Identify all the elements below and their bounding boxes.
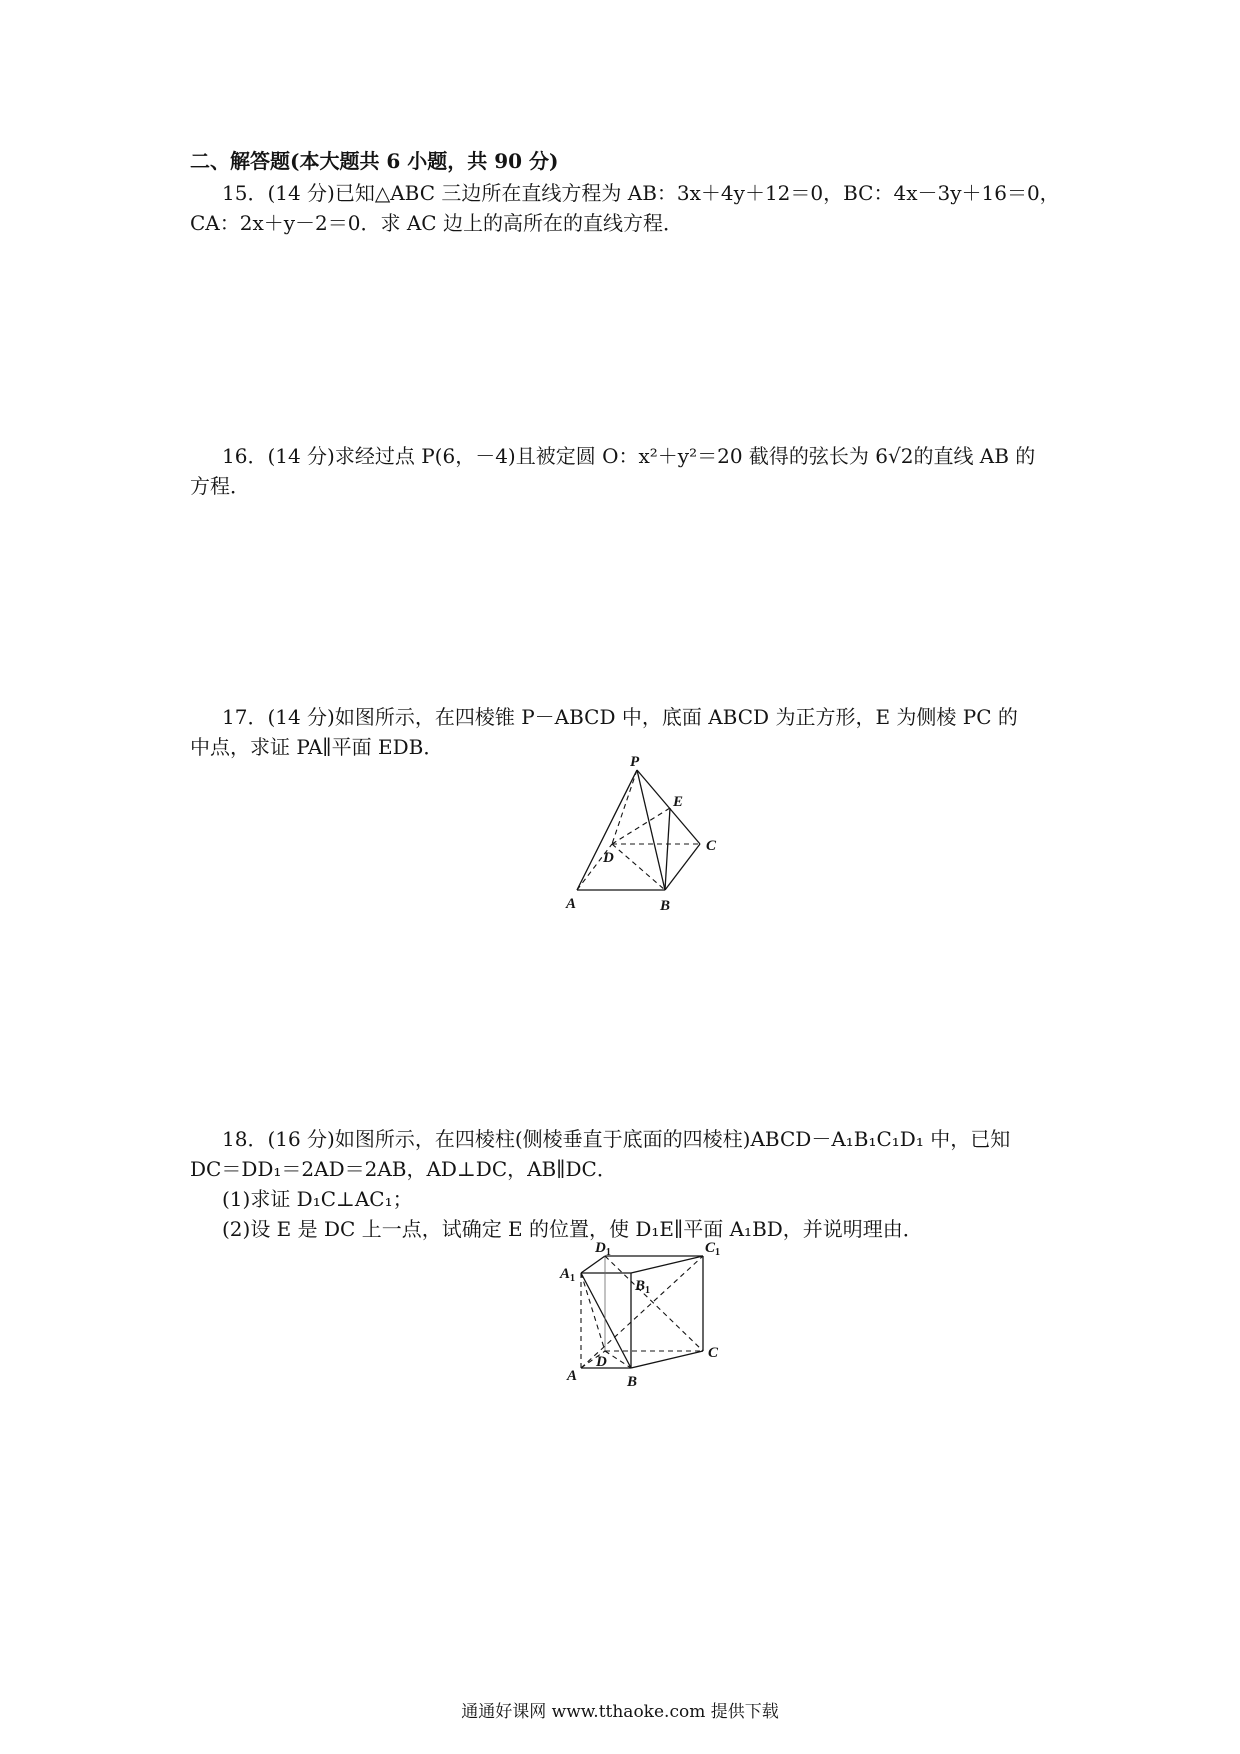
problem-18-line-2: DC＝DD₁＝2AD＝2AB，AD⊥DC，AB∥DC． bbox=[190, 1157, 617, 1181]
label-B: B bbox=[627, 1374, 638, 1390]
prism-figure bbox=[555, 1240, 745, 1404]
edge-PB bbox=[637, 770, 665, 890]
prism-diagram bbox=[555, 1240, 745, 1400]
label-A: A bbox=[566, 896, 577, 912]
label-C: C bbox=[706, 838, 717, 854]
label-D: D bbox=[603, 850, 614, 866]
label-E: E bbox=[673, 794, 684, 810]
problem-17-line-1: 17．(14 分)如图所示，在四棱锥 P－ABCD 中，底面 ABCD 为正方形，E 为侧棱 PC 的 bbox=[222, 705, 1018, 729]
problem-15-line-2: CA：2x＋y－2＝0．求 AC 边上的高所在的直线方程． bbox=[190, 211, 683, 235]
segment-DE-hidden bbox=[612, 808, 670, 844]
problem-16-line-1: 16．(14 分)求经过点 P(6，－4)且被定圆 O：x²＋y²＝20 截得的弦长为 6√2的直线 AB 的 bbox=[222, 444, 1036, 468]
problem-18-part-1: (1)求证 D₁C⊥AC₁； bbox=[222, 1187, 413, 1211]
problem-15-line-1: 15．(14 分)已知△ABC 三边所在直线方程为 AB：3x＋4y＋12＝0，BC：4x－3y＋16＝0， bbox=[222, 181, 1060, 205]
label-B1: $B_1$ bbox=[635, 1278, 651, 1296]
edge-PD-hidden bbox=[612, 770, 637, 844]
edge-BC bbox=[665, 844, 700, 890]
pyramid-diagram bbox=[560, 750, 740, 920]
label-D: D bbox=[596, 1354, 607, 1370]
problem-18-line-1: 18．(16 分)如图所示，在四棱柱(侧棱垂直于底面的四棱柱)ABCD－A₁B₁C₁D₁ 中，已知 bbox=[222, 1127, 1011, 1151]
label-C1: $C_1$ bbox=[705, 1240, 721, 1258]
edge-A1D1 bbox=[581, 1256, 605, 1273]
pyramid-figure bbox=[560, 750, 740, 924]
footer-credit: 通通好课网 www.tthaoke.com 提供下载 bbox=[461, 1702, 779, 1722]
problem-18-part-2: (2)设 E 是 DC 上一点，试确定 E 的位置，使 D₁E∥平面 A₁BD，并说明理由． bbox=[222, 1217, 923, 1241]
edge-BC bbox=[631, 1351, 703, 1368]
edge-PA bbox=[577, 770, 637, 890]
label-C: C bbox=[708, 1345, 719, 1361]
problem-16-line-2: 方程． bbox=[190, 474, 250, 498]
edge-C1B1 bbox=[631, 1256, 703, 1273]
label-A1: $A_1$ bbox=[560, 1266, 576, 1284]
label-D1: $D_1$ bbox=[595, 1240, 611, 1258]
label-B: B bbox=[660, 898, 671, 914]
segment-D1C-hidden bbox=[605, 1256, 703, 1351]
diagonal-DB-hidden bbox=[612, 844, 665, 890]
section-title: 二、解答题(本大题共 6 小题，共 90 分) bbox=[190, 149, 559, 173]
segment-EB bbox=[665, 808, 670, 890]
label-P: P bbox=[630, 754, 640, 770]
label-A: A bbox=[567, 1368, 578, 1384]
problem-17-line-2: 中点，求证 PA∥平面 EDB． bbox=[190, 735, 444, 759]
